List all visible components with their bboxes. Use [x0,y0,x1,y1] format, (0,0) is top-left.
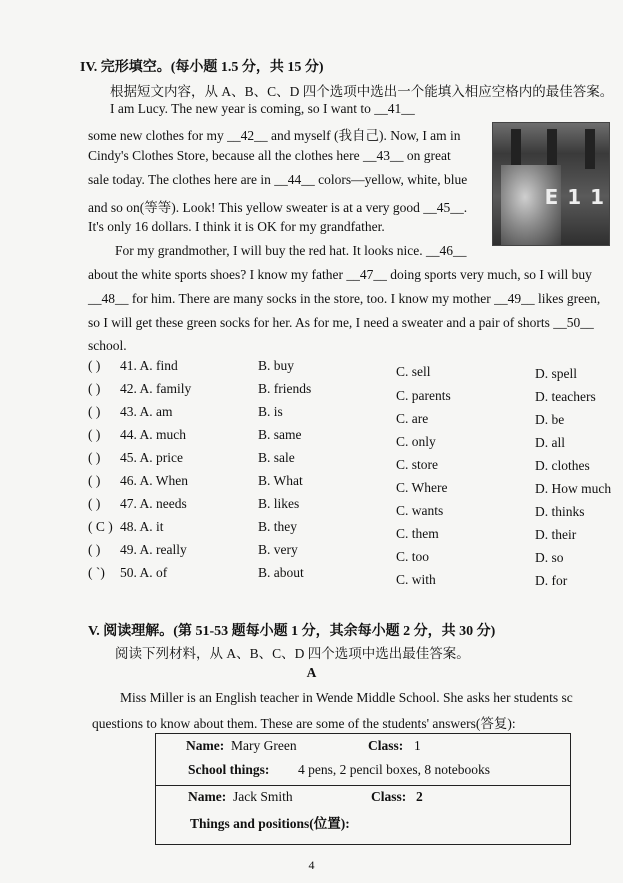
option-a: 45. A. price [120,450,183,465]
option-b: B. sale [258,450,295,465]
option-d: D. their [535,527,577,542]
student-answers-table [155,733,571,845]
passage-line-7: For my grandmother, I will buy the red hat. It looks nice. __46__ [115,243,467,258]
option-b: B. they [258,519,297,534]
option-c: C. them [396,526,439,541]
passage-line-11: school. [88,338,127,353]
name-label: Name: [188,789,227,804]
section5-title: V. 阅读理解。(第 51-53 题每小题 1 分，其余每小题 2 分，共 30 分) [88,624,496,639]
part-label: A [306,665,317,680]
table-divider [156,785,570,786]
option-d: D. How much [535,481,612,496]
passage-line-1: I am Lucy. The new year is coming, so I want to __41__ [110,101,415,116]
option-d: D. so [535,550,564,565]
school-things-label: School things: [188,762,270,777]
name-label: Name: [186,738,225,753]
passage-line-5: and so on(等等). Look! This yellow sweater is at a very good __45__. [88,200,468,215]
answer-blank[interactable]: ( ) [88,496,101,511]
option-a: 48. A. it [120,519,164,534]
question-row [88,404,608,426]
option-b: B. likes [258,496,300,511]
class-value: 2 [416,789,423,804]
answer-blank[interactable]: ( `) [88,565,105,580]
passage-line-10: so I will get these green socks for her. As for me, I need a sweater and a pair of shorts __50__ [88,315,594,330]
option-b: B. buy [258,358,295,373]
passage-line-8: about the white sports shoes? I know my father __47__ doing sports very much, so I will buy [88,267,592,282]
option-c: C. store [396,457,438,472]
answer-blank[interactable]: ( ) [88,542,101,557]
option-c: C. with [396,572,436,587]
option-d: D. all [535,435,565,450]
option-c: C. sell [396,364,431,379]
photo-sign-text: E 1 1 [544,185,605,209]
school-things-value: 4 pens, 2 pencil boxes, 8 notebooks [298,762,490,777]
section5-instruction: 阅读下列材料，从 A、B、C、D 四个选项中选出最佳答案。 [115,646,470,661]
class-label: Class: [368,738,404,753]
question-row [88,450,608,472]
option-a: 43. A. am [120,404,173,419]
name-value: Mary Green [231,738,297,753]
option-d: D. teachers [535,389,596,404]
passage-line-6: It's only 16 dollars. I think it is OK for my grandfather. [88,219,385,234]
answer-blank[interactable]: ( ) [88,404,101,419]
answer-blank[interactable]: ( ) [88,358,101,373]
passage-line-9: __48__ for him. There are many socks in the store, too. I know my mother __49__ likes green, [88,291,601,306]
option-c: C. wants [396,503,444,518]
answer-blank[interactable]: ( ) [88,381,101,396]
option-c: C. parents [396,388,451,403]
question-row [88,473,612,496]
option-a: 49. A. really [120,542,187,557]
option-a: 44. A. much [120,427,186,442]
answer-blank[interactable]: ( C ) [88,519,113,534]
option-b: B. about [258,565,304,580]
option-b: B. very [258,542,298,557]
option-b: B. What [258,473,303,488]
option-b: B. friends [258,381,312,396]
option-d: D. spell [535,366,577,381]
question-row [88,519,608,541]
question-row [88,427,608,449]
option-a: 46. A. When [120,473,188,488]
things-positions-label: Things and positions(位置): [190,816,350,831]
answer-blank[interactable]: ( ) [88,427,101,442]
class-label: Class: [371,789,407,804]
passage-line-3: Cindy's Clothes Store, because all the clothes here __43__ on great [88,148,451,163]
option-c: C. too [396,549,430,564]
answer-blank[interactable]: ( ) [88,473,101,488]
option-a: 42. A. family [120,381,192,396]
option-b: B. same [258,427,302,442]
passage-line-2: some new clothes for my __42__ and myself (我自己). Now, I am in [88,128,461,143]
option-d: D. thinks [535,504,585,519]
passage-line-4: sale today. The clothes here are in __44__ colors—yellow, white, blue [88,172,468,187]
option-b: B. is [258,404,283,419]
option-c: C. Where [396,480,448,495]
reading-line-2: questions to know about them. These are some of the students' answers(答复): [92,716,516,731]
option-d: D. be [535,412,565,427]
question-row [88,496,608,518]
store-photo [492,122,610,246]
option-a: 47. A. needs [120,496,187,511]
page-number: 4 [308,858,315,872]
section4-instruction: 根据短文内容，从 A、B、C、D 四个选项中选出一个能填入相应空格内的最佳答案。 [110,84,614,99]
option-a: 41. A. find [120,358,178,373]
question-row [88,358,608,380]
option-d: D. for [535,573,568,588]
name-value: Jack Smith [233,789,293,804]
answer-blank[interactable]: ( ) [88,450,101,465]
question-row [88,542,608,564]
option-c: C. are [396,411,429,426]
section4-title: IV. 完形填空。(每小题 1.5 分，共 15 分) [80,60,324,75]
question-row [88,381,608,403]
option-c: C. only [396,434,436,449]
class-value: 1 [414,738,421,753]
option-a: 50. A. of [120,565,168,580]
reading-line-1: Miss Miller is an English teacher in Wende Middle School. She asks her students sc [120,690,573,705]
option-d: D. clothes [535,458,590,473]
question-row [88,565,608,587]
